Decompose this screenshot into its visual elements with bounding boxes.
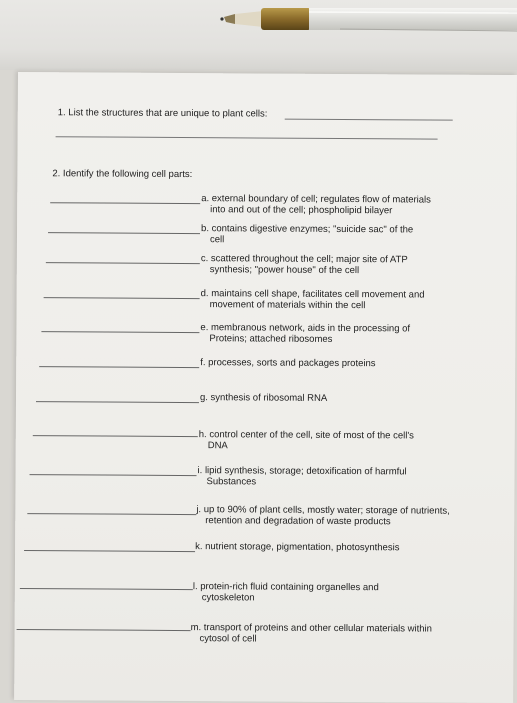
item-j-line1: j. up to 90% of plant cells, mostly water; storage of nutrients,	[196, 504, 450, 517]
worksheet-page	[14, 72, 517, 703]
question-1-prompt: 1. List the structures that are unique to plant cells:	[57, 107, 268, 120]
answer-blank-h[interactable]	[33, 435, 198, 437]
question-1-answer-line[interactable]	[285, 119, 453, 121]
item-i-line2: Substances	[206, 476, 257, 488]
answer-blank-l[interactable]	[20, 588, 193, 590]
answer-blank-f[interactable]	[39, 366, 199, 368]
answer-blank-d[interactable]	[44, 297, 200, 299]
item-l-line1: l. protein-rich fluid containing organelles and	[192, 581, 379, 594]
item-b-line1: b. contains digestive enzymes; "suicide sac" of the	[201, 223, 414, 236]
item-a-line1: a. external boundary of cell; regulates flow of materials	[201, 193, 431, 206]
answer-blank-m[interactable]	[17, 629, 191, 631]
answer-blank-a[interactable]	[50, 202, 200, 204]
item-i-line1: i. lipid synthesis, storage; detoxification of harmful	[197, 465, 407, 478]
answer-blank-i[interactable]	[30, 474, 197, 476]
question-1-answer-line-2[interactable]	[56, 136, 438, 139]
item-l-line2: cytoskeleton	[201, 592, 255, 604]
item-d-line2: movement of materials within the cell	[209, 299, 366, 312]
item-e-line1: e. membranous network, aids in the processing of	[200, 322, 411, 335]
item-d-line1: d. maintains cell shape, facilitates cell movement and	[200, 288, 425, 301]
answer-blank-g[interactable]	[36, 401, 199, 403]
item-c-line2: synthesis; "power house" of the cell	[209, 264, 360, 277]
answer-blank-k[interactable]	[24, 550, 195, 552]
item-c-line1: c. scattered throughout the cell; major site of ATP	[200, 253, 408, 266]
item-a-line2: into and out of the cell; phospholipid bilayer	[210, 204, 393, 217]
item-b-line2: cell	[209, 234, 225, 246]
answer-blank-e[interactable]	[41, 331, 199, 333]
item-j-line2: retention and degradation of waste products	[205, 515, 391, 528]
item-m-line2: cytosol of cell	[199, 633, 257, 645]
answer-blank-b[interactable]	[48, 232, 200, 234]
answer-blank-c[interactable]	[46, 262, 200, 264]
question-2-prompt: 2. Identify the following cell parts:	[52, 168, 193, 181]
item-h-line1: h. control center of the cell, site of most of the cell's	[198, 429, 414, 442]
item-h-line2: DNA	[207, 440, 228, 452]
item-m-line1: m. transport of proteins and other cellular materials within	[190, 622, 432, 635]
item-g-line1: g. synthesis of ribosomal RNA	[199, 392, 328, 404]
answer-blank-j[interactable]	[27, 513, 196, 515]
item-k-line1: k. nutrient storage, pigmentation, photosynthesis	[195, 541, 400, 554]
item-e-line2: Proteins; attached ribosomes	[209, 333, 333, 345]
pen-image	[0, 0, 517, 70]
item-f-line1: f. processes, sorts and packages proteins	[200, 357, 376, 370]
